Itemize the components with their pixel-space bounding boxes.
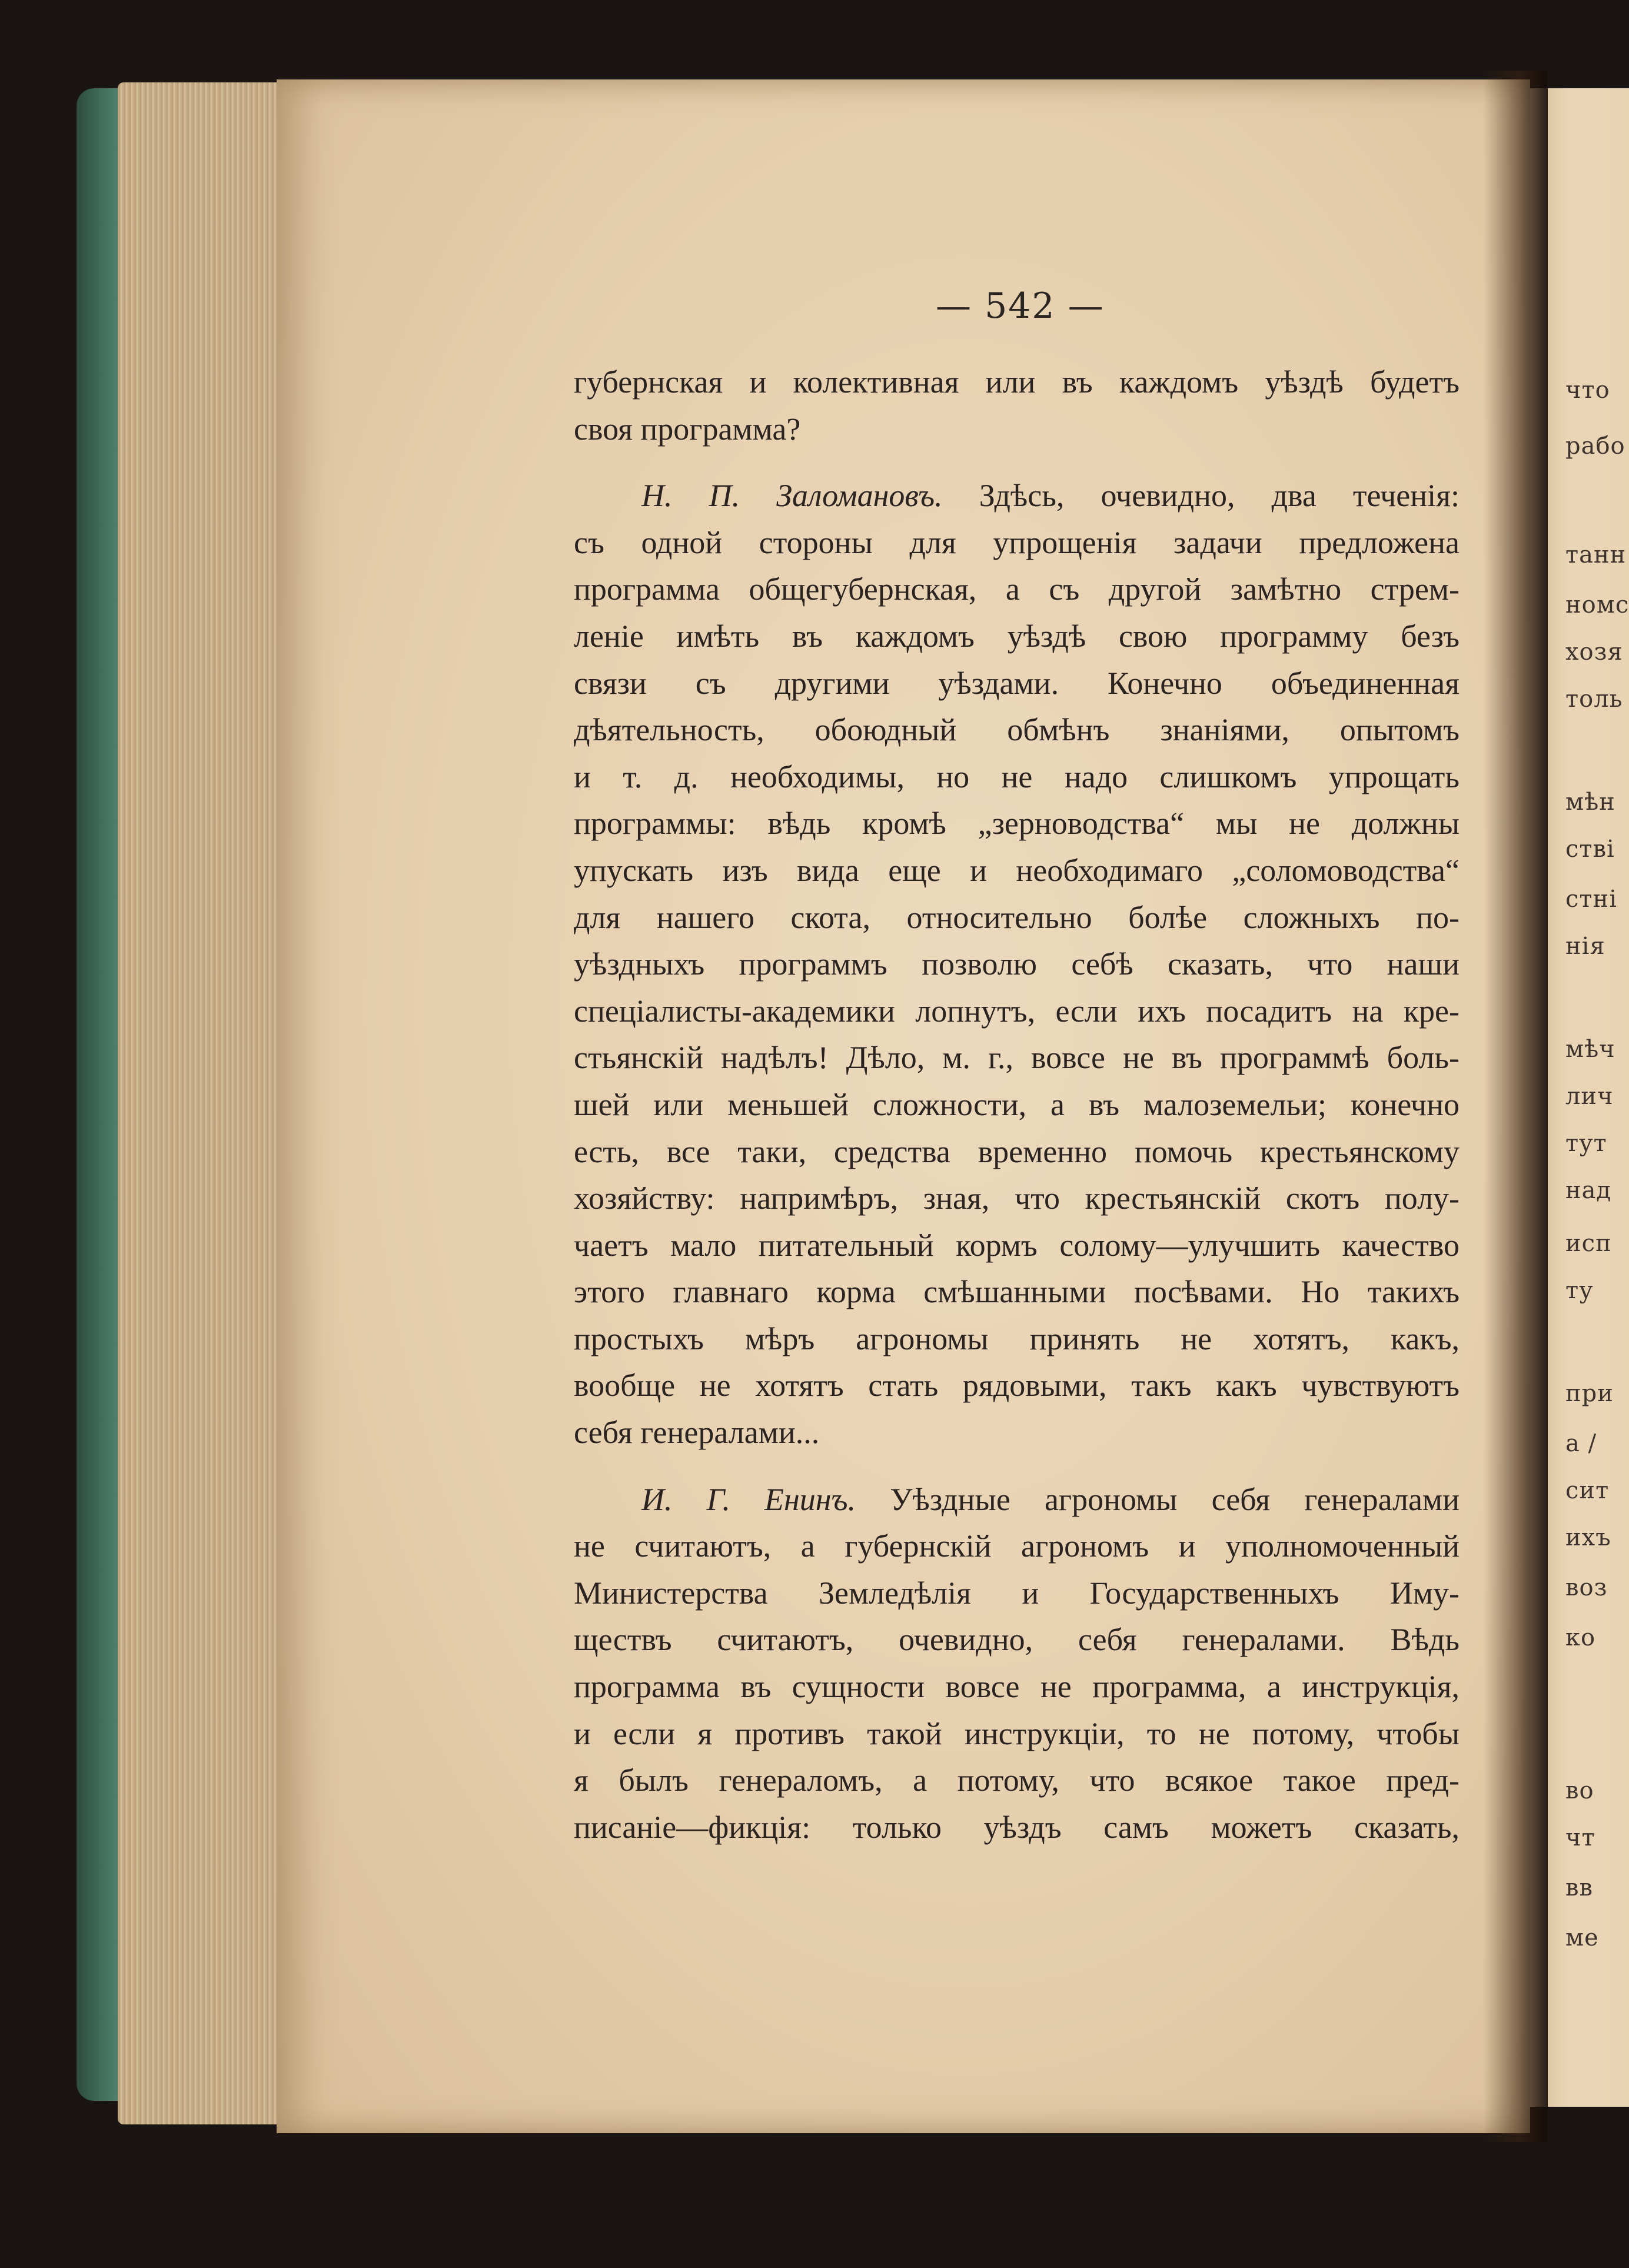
next-page-fragment: ту [1565,1277,1594,1304]
text-line [574,1570,1460,1617]
line-text: и т. д. необходимы, но не надо слишкомъ упрощать [574,759,1460,794]
line-text: шей или меньшей сложности, а въ малоземельи; конечно [574,1086,1460,1122]
next-page-fragment: что [1565,377,1610,404]
text-line [574,1664,1460,1711]
text-line [574,406,1460,453]
next-page-fragment: рабо [1565,433,1625,460]
page-body-text [574,359,1460,1851]
line-text: программа общегубернская, а съ другой замѣтно стрем- [574,571,1460,607]
next-page-fragment: лич [1565,1083,1614,1110]
next-page-fragment: тут [1565,1130,1607,1157]
next-page-fragment: толь [1565,686,1623,713]
line-text: хозяйству: напримѣръ, зная, что крестьянскій скотъ полу- [574,1180,1460,1216]
line-text: для нашего скота, относительно болѣе сложныхъ по- [574,899,1460,935]
text-line [574,359,1460,406]
next-page-fragment: мѣч [1565,1036,1615,1063]
line-text: леніе имѣть въ каждомъ уѣздѣ свою программу безъ [574,618,1460,654]
text-line [574,660,1460,707]
line-text: себя генералами... [574,1415,820,1451]
line-text: дѣятельность, обоюдный обмѣнъ знаніями, опытомъ [574,712,1460,748]
line-text: Министерства Земледѣлія и Государственныхъ Иму- [574,1575,1460,1611]
line-text: писаніе—фикція: только уѣздъ самъ можетъ сказать, [574,1809,1460,1845]
text-line [574,1362,1460,1409]
page-number: — 542 — [936,285,1105,327]
text-line [574,1316,1460,1363]
text-line [574,1711,1460,1758]
text-line [574,1617,1460,1664]
line-text: простыхъ мѣръ агрономы принять не хотятъ, какъ, [574,1321,1460,1356]
line-text: стьянскій надѣлъ! Дѣло, м. г., вовсе не въ программѣ боль- [574,1040,1460,1076]
text-line [574,800,1460,847]
next-page-fragment: ко [1565,1624,1596,1651]
next-page-fragment: чт [1565,1824,1595,1851]
line-text: своя программа? [574,411,801,447]
text-line [574,754,1460,801]
next-page-fragment: ме [1565,1924,1599,1951]
text-line [574,1035,1460,1082]
line-text: не считаютъ, а губернскій агрономъ и уполномоченный [574,1528,1460,1564]
text-line [574,1523,1460,1570]
line-text: я былъ генераломъ, а потому, что всякое такое пред- [574,1762,1460,1798]
next-page-fragment: во [1565,1777,1594,1804]
line-text: есть, все таки, средства временно помочь крестьянскому [574,1133,1460,1169]
next-page-fragment: хозя [1565,639,1623,666]
line-text: упускать изъ вида еще и необходимаго „соломоводства“ [574,852,1460,888]
line-text: губернская и колективная или въ каждомъ уѣздѣ будетъ [574,364,1460,400]
text-line [574,894,1460,942]
text-line [574,1409,1460,1456]
next-page-fragment: ствi [1565,836,1615,863]
text-line [574,566,1460,613]
line-text: программа въ сущности вовсе не программа, а инструкція, [574,1669,1460,1705]
text-line [574,1476,1460,1524]
next-page-fragment: ихъ [1565,1524,1611,1551]
text-line [574,1129,1460,1176]
line-text: Здѣсь, очевидно, два теченія: [942,478,1460,514]
next-page-fragment: при [1565,1380,1614,1407]
paragraph-gap [574,453,1460,473]
text-line [574,1082,1460,1129]
line-text: чаетъ мало питательный кормъ солому—улучшить качество [574,1227,1460,1263]
line-text: этого главнаго корма смѣшанными посѣвами. Но такихъ [574,1274,1460,1310]
speaker-name: Н. П. Заломановъ. [641,478,943,514]
text-line [574,520,1460,567]
text-line [574,707,1460,754]
text-line [574,613,1460,660]
line-text: программы: вѣдь кромѣ „зерноводства“ мы не должны [574,806,1460,842]
paragraph-gap [574,1456,1460,1476]
line-text: съ одной стороны для упрощенія задачи предложена [574,524,1460,560]
next-page-fragment: номс [1565,591,1629,618]
next-page-fragment: над [1565,1177,1612,1204]
line-text: ществъ считаютъ, очевидно, себя генералами. Вѣдь [574,1622,1460,1658]
line-text: связи съ другими уѣздами. Конечно объединенная [574,665,1460,701]
text-line [574,847,1460,894]
next-page-fragment: танн [1565,541,1627,568]
next-page-fragment: стні [1565,886,1617,913]
text-line [574,941,1460,988]
text-line [574,1757,1460,1804]
text-line [574,1804,1460,1851]
next-page-fragment: вв [1565,1874,1594,1901]
text-line [574,988,1460,1035]
line-text: вообще не хотятъ стать рядовыми, такъ какъ чувствуютъ [574,1368,1460,1404]
line-text: Уѣздные агрономы себя генералами [856,1481,1460,1517]
text-line [574,1269,1460,1316]
line-text: и если я противъ такой инструкціи, то не потому, чтобы [574,1715,1460,1751]
page-block-edges [118,82,294,2124]
next-page-fragment: воз [1565,1574,1608,1601]
line-text: уѣздныхъ программъ позволю себѣ сказать, что наши [574,946,1460,982]
next-page-fragment: нія [1565,933,1605,960]
text-line [574,473,1460,520]
text-line [574,1175,1460,1222]
speaker-name: И. Г. Енинъ. [641,1481,856,1517]
next-page-fragment: исп [1565,1230,1612,1257]
next-page-fragment: а / [1565,1430,1597,1457]
line-text: спеціалисты-академики лопнутъ, если ихъ посадитъ на кре- [574,993,1460,1029]
text-line [574,1222,1460,1269]
binding-gutter [1483,71,1548,2142]
next-page-fragment: мѣн [1565,789,1615,816]
next-page-fragment: сит [1565,1477,1610,1504]
